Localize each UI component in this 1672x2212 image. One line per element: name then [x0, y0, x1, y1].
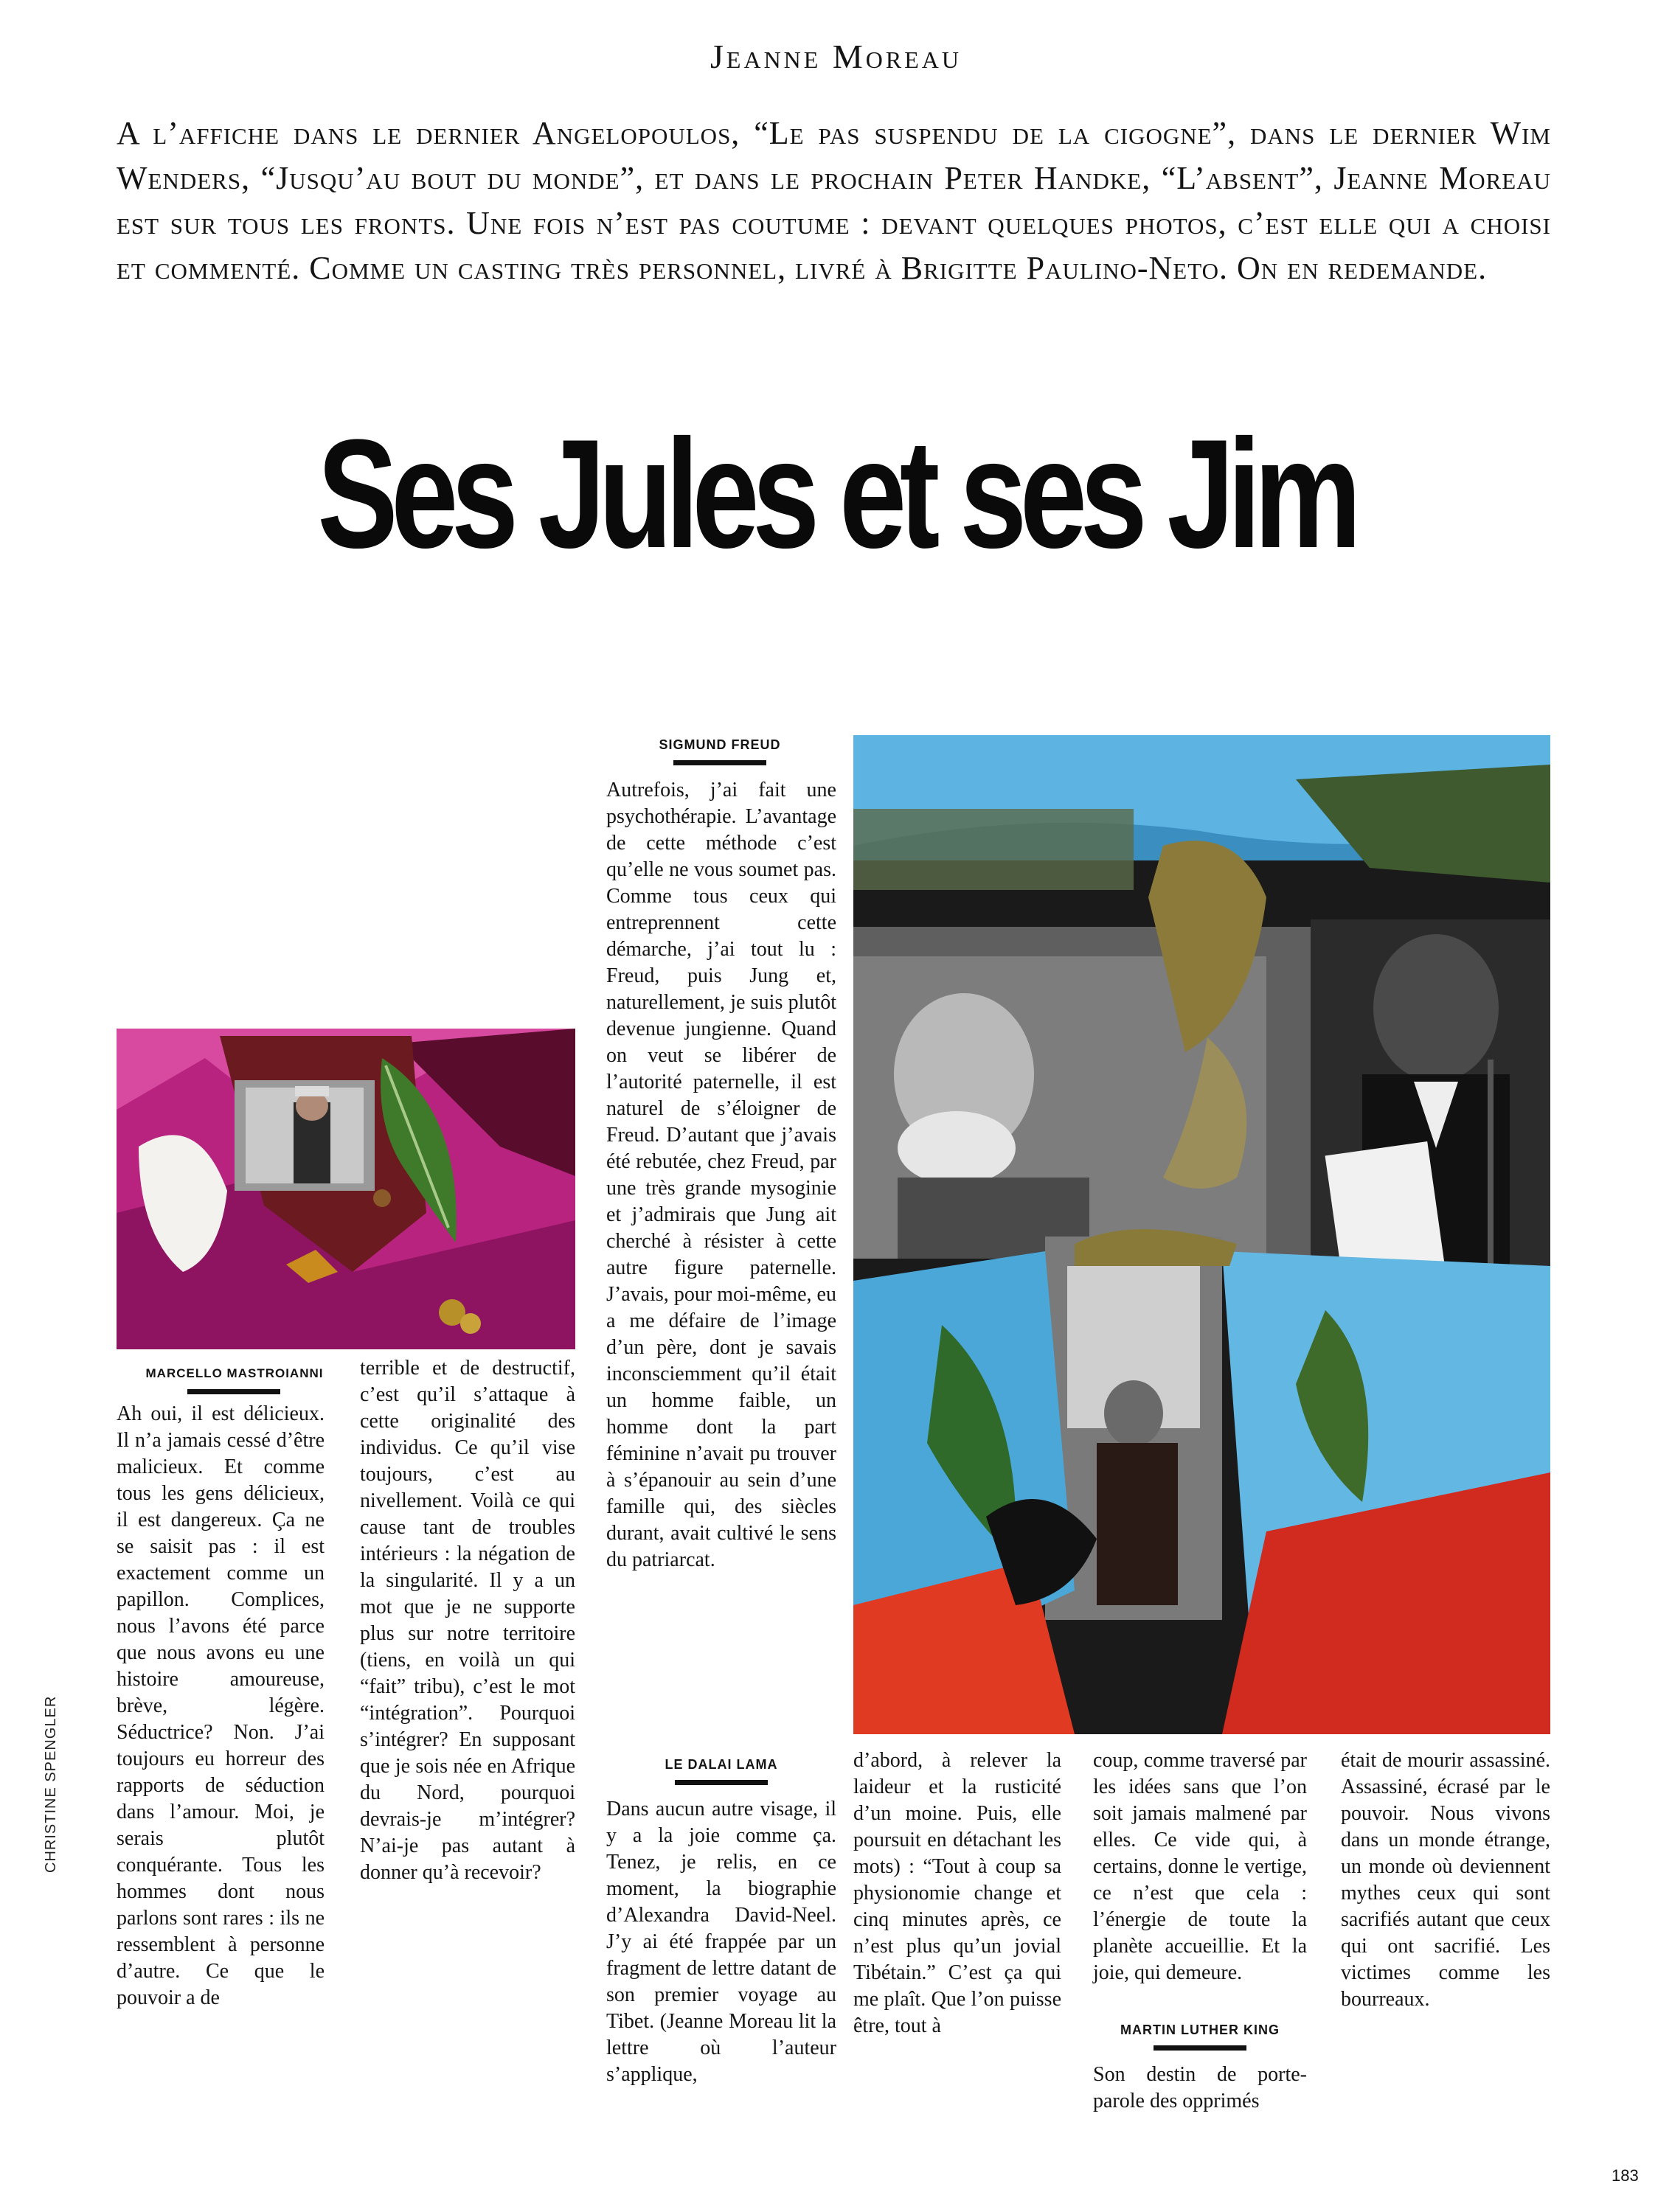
mastroianni-label: MARCELLO MASTROIANNI	[145, 1366, 324, 1380]
page-number: 183	[1612, 2166, 1639, 2185]
intro-paragraph: A l’affiche dans le dernier Angelopoulos, “Le pas suspendu de la cigogne”, dans le dernier Wim Wenders, “Jusqu’au bout du monde”, et dans le prochain Peter Handke, “L’absent”, Jeanne Moreau est sur tous les fronts. Une fois n’est pas coutume : devant quelques photos, c’est elle qui a choisi et commenté. Comme un casting très personnel, livré à Brigitte Paulino-Neto. On en redemande.	[117, 115, 1551, 286]
dalai-lama-label: LE DALAI LAMA	[665, 1757, 778, 1772]
dalai-lama-rule	[675, 1780, 768, 1785]
dalai-lama-text-col2: d’abord, à relever la laideur et la rusticité d’un moine. Puis, elle poursuit en détachant les mots) : “Tout à coup sa physionomie change et cinq minutes après, ce n’est plus qu’un jovial Tibétain.” C’est ça qui me plaît. Que l’on puisse être, tout à	[853, 1749, 1061, 2037]
freud-label: SIGMUND FREUD	[659, 737, 781, 752]
mastroianni-text-col1: Ah oui, il est délicieux. Il n’a jamais cessé d’être malicieux. Et comme tous les gens délicieux, il est dangereux. Ça ne se saisit pas : il est exactement comme un papillon. Complices, nous l’avons été parce que nous avons eu une histoire amoureuse, brève, légère. Séductrice? Non. J’ai toujours eu horreur des rapports de séduction dans l’amour. Moi, je serais plutôt conquérante. Tous les hommes dont nous parlons sont rares : ils ne ressemblent à personne d’autre. Ce que le pouvoir a de	[117, 1402, 325, 2009]
mastroianni-photo	[117, 1029, 575, 1349]
king-text-col1: Son destin de porte-parole des opprimés	[1093, 2063, 1307, 2112]
mastroianni-text-col2: terrible et de destructif, c’est qu’il s’attaque à cette originalité des individus. Ce qu’il vise toujours, c’est au nivellement. Voilà ce qui cause tant de troubles intérieurs : la négation de la singularité. Il y a un mot que je ne supporte plus sur notre territoire (tiens, en voilà un qui “fait” tribu), c’est le mot “intégration”. Pourquoi s’intégrer? En supposant que je sois née en Afrique du Nord, pourquoi devrais-je m’intégrer? N’ai-je pas autant à donner qu’à recevoir?	[360, 1357, 575, 1884]
king-label: MARTIN LUTHER KING	[1120, 2023, 1280, 2037]
dalai-lama-text-col3: coup, comme traversé par les idées sans que l’on soit jamais malmené par elles. Ce vide qui, à certains, donne le vertige, ce n’est que cela : l’énergie de toute la planète accueillie. Et la joie, qui demeure.	[1093, 1749, 1307, 1984]
article-title: Ses Jules et ses Jim	[317, 407, 1355, 580]
photo-credit: CHRISTINE SPENGLER	[43, 1695, 59, 1873]
dalai-lama-text-col1: Dans aucun autre visage, il y a la joie comme ça. Tenez, je relis, en ce moment, la biographie d’Alexandra David-Neel. J’y ai été frappée par un fragment de lettre datant de son premier voyage au Tibet. (Jeanne Moreau lit la lettre où l’auteur s’applique,	[606, 1798, 836, 2086]
freud-text: Autrefois, j’ai fait une psychothérapie. L’avantage de cette méthode c’est qu’elle ne vous soumet pas. Comme tous ceux qui entreprennent cette démarche, j’ai tout lu : Freud, puis Jung et, naturellement, je suis plutôt devenue jungienne. Quand on veut se libérer de l’autorité paternelle, il est naturel de s’éloigner de Freud. D’autant que j’avais été rebutée, chez Freud, par une très grande mysoginie et j’admirais que Jung ait cherché à résister à cette autre figure paternelle. J’avais, pour moi-même, eu a me défaire de l’image d’un père, dont je savais inconsciemment qu’il était un homme faible, un homme dont la part féminine n’avait pu trouver à s’épanouir au sein d’une famille qui, des siècles durant, avait cultivé le sens du patriarcat.	[606, 779, 836, 1571]
mastroianni-rule	[187, 1389, 280, 1394]
king-rule	[1154, 2045, 1246, 2051]
king-text-col2: était de mourir assassiné. Assassiné, écrasé par le pouvoir. Nous vivons dans un monde étrange, un monde où deviennent mythes ceux qui sont sacrifiés autant que ceux qui ont sacrifié. Les victimes comme les bourreaux.	[1341, 1749, 1550, 2011]
freud-rule	[673, 760, 766, 765]
author-name: Jeanne Moreau	[710, 38, 962, 75]
collage-photo	[853, 735, 1550, 1734]
